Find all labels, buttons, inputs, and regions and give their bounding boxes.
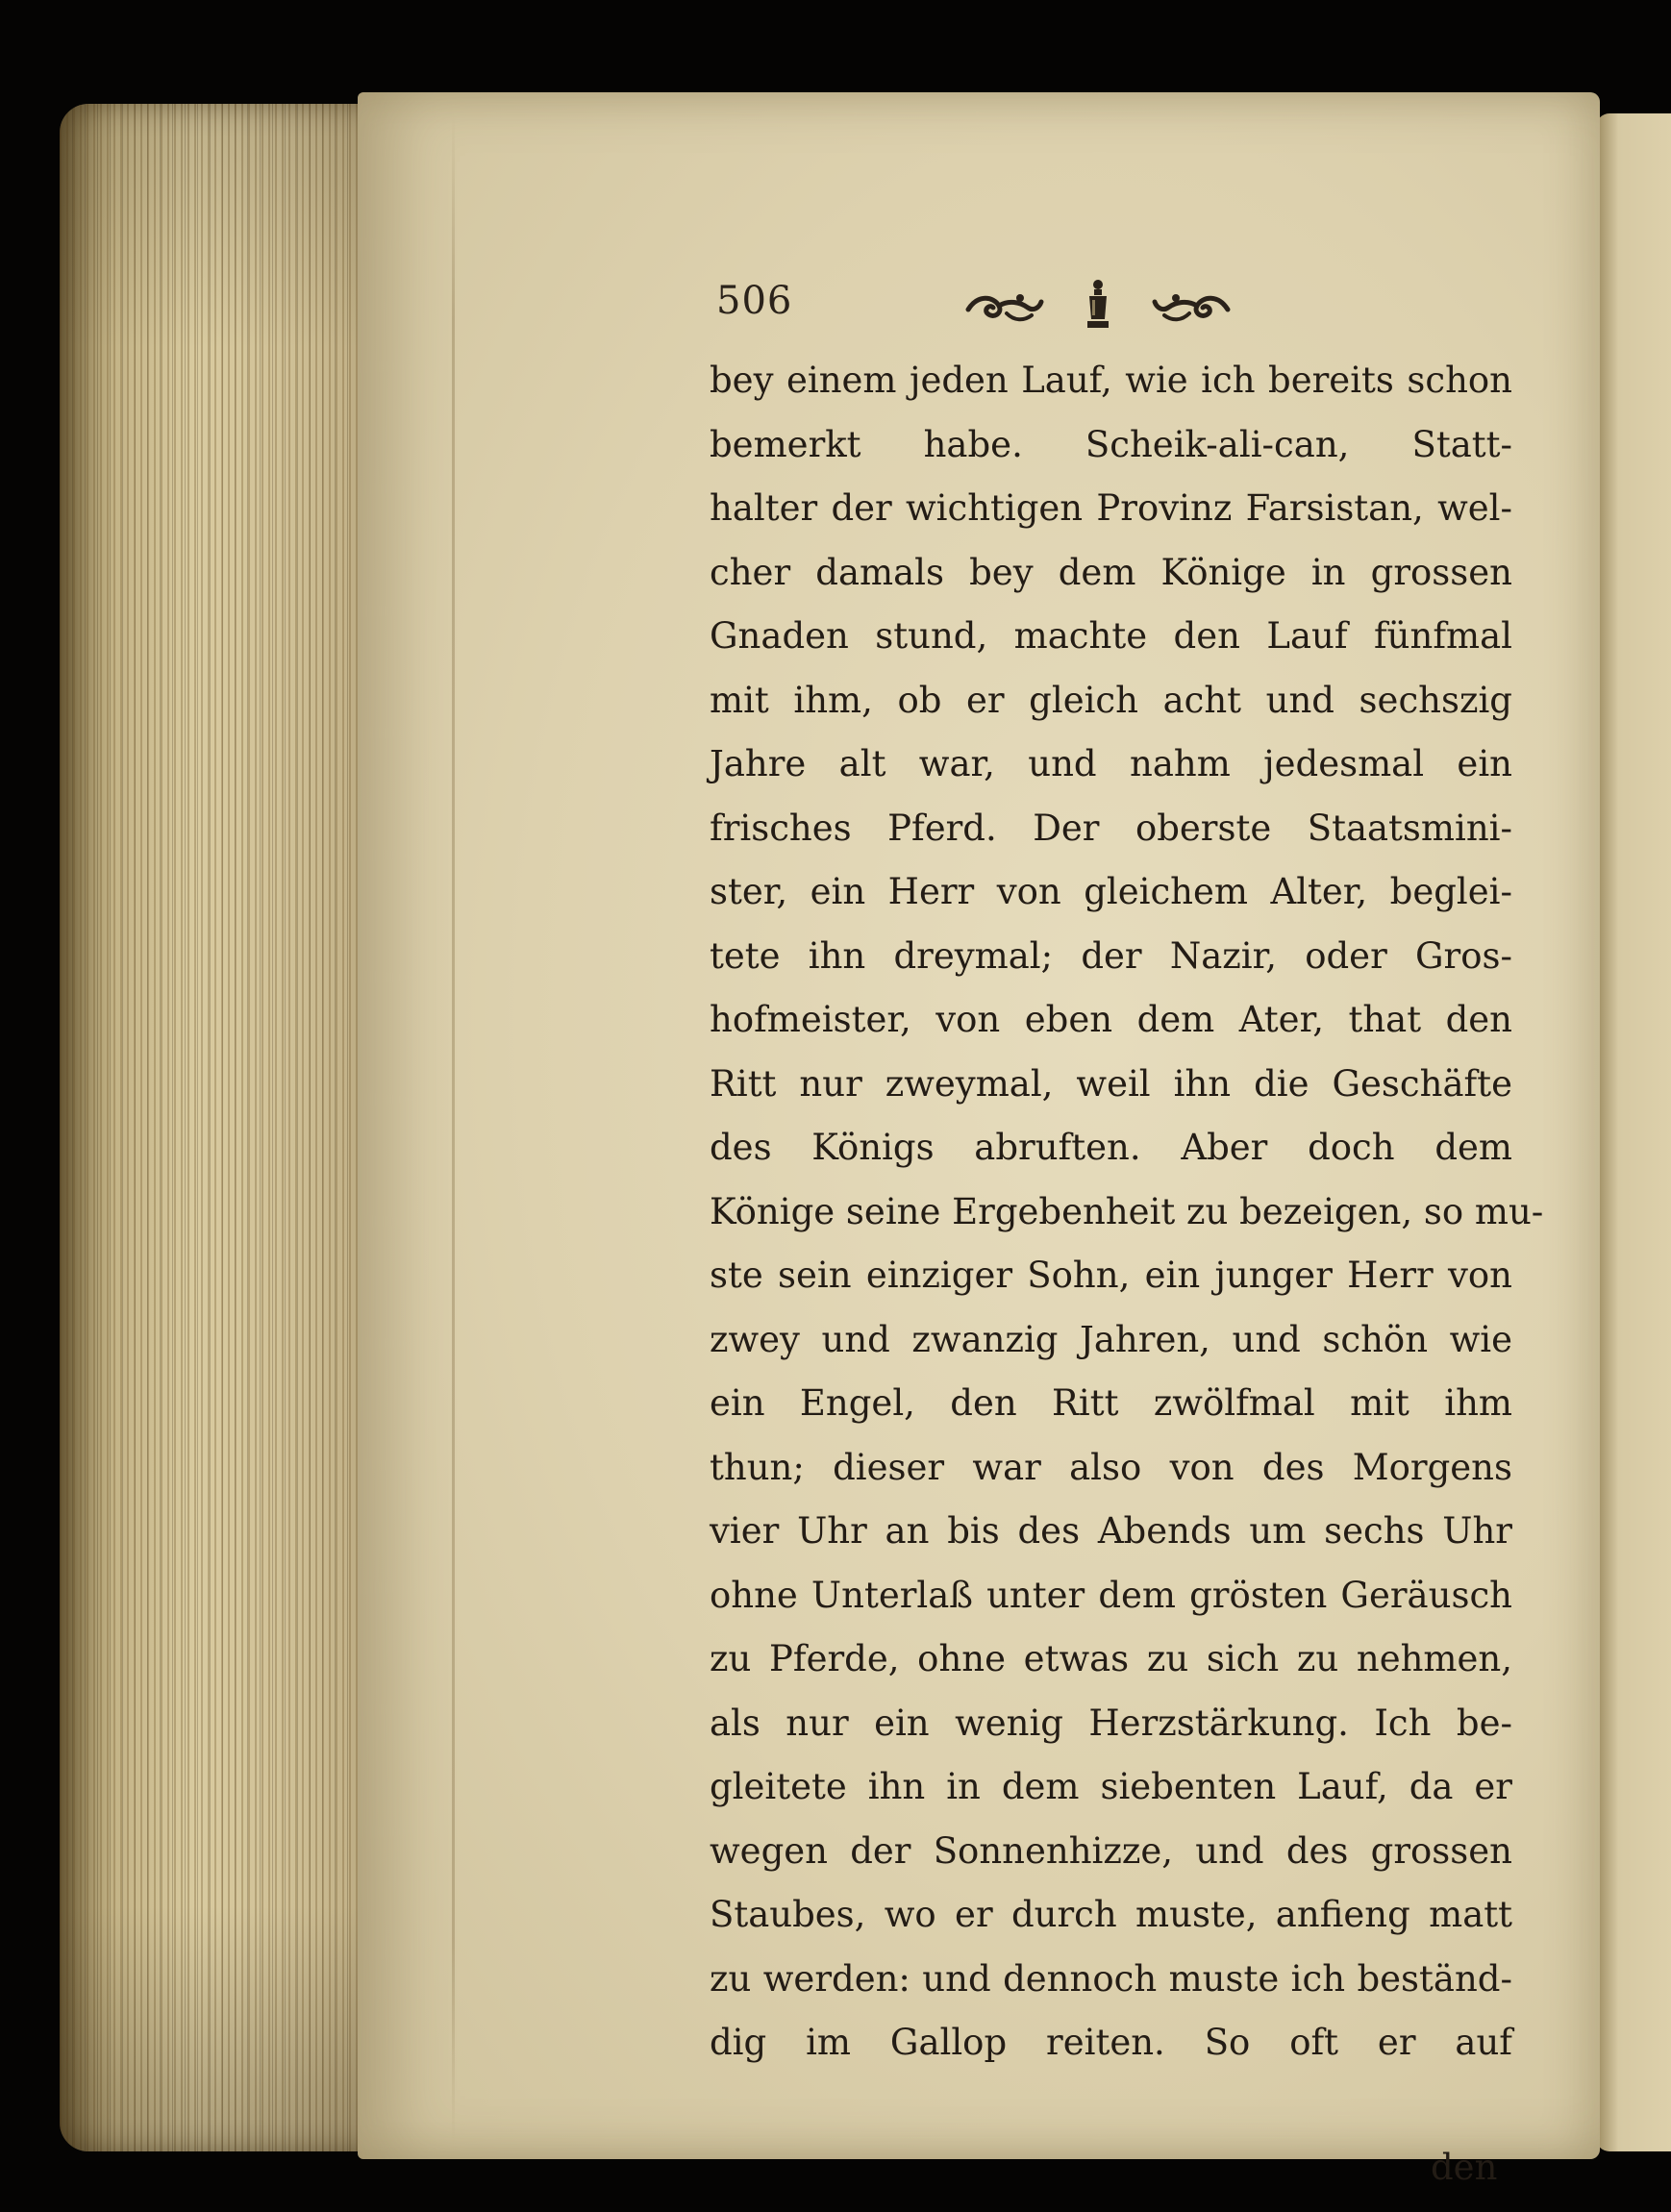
text-line: cher damals bey dem Könige in grossen [710,551,1512,593]
text-line: zu Pferde, ohne etwas zu sich zu nehmen, [710,1638,1512,1679]
text-line: Ritt nur zweymal, weil ihn die Geschäfte [710,1062,1512,1105]
text-line: bey einem jeden Lauf, wie ich bereits schon [710,360,1512,401]
text-line: vier Uhr an bis des Abends um sechs Uhr [710,1510,1512,1552]
page-header [716,279,1293,336]
text-line: Staubes, wo er durch muste, anfieng matt [710,1894,1512,1935]
scroll-ornament-left-icon [964,285,1045,329]
text-line: ein Engel, den Ritt zwölfmal mit ihm [710,1382,1512,1424]
text-line: zu werden: und dennoch muste ich beständ- [710,1957,1512,2000]
scroll-ornament-right-icon [1151,285,1232,329]
page-edges-shadow [60,104,367,2151]
catchword: den [1431,2147,1498,2188]
text-line: wegen der Sonnenhizze, und des grossen [710,1829,1512,1872]
text-line: Könige seine Ergebenheit zu bezeigen, so mu- [710,1190,1544,1232]
opposite-page-edge [1596,113,1671,2151]
page-number: 506 [716,279,793,323]
text-line: halter der wichtigen Provinz Farsistan, wel- [710,487,1512,529]
text-line: des Königs abruften. Aber doch dem [710,1127,1512,1168]
page-fold-crease [452,115,455,2144]
text-line: bemerkt habe. Scheik-ali-can, Statt- [710,423,1512,465]
text-line: thun; dieser war also von des Morgens [710,1446,1512,1488]
text-line: hofmeister, von eben dem Ater, that den [710,999,1512,1040]
text-line: zwey und zwanzig Jahren, und schön wie [710,1318,1512,1360]
text-line: Gnaden stund, machte den Lauf fünfmal [710,615,1512,657]
text-line: ste sein einziger Sohn, ein junger Herr von [710,1255,1512,1296]
text-line: frisches Pferd. Der oberste Staatsmini- [710,807,1512,849]
text-line: ster, ein Herr von gleichem Alter, beglei- [710,871,1512,912]
urn-ornament-icon [1084,279,1112,333]
text-line: gleitete ihn in dem siebenten Lauf, da er [710,1766,1512,1807]
text-line: mit ihm, ob er gleich acht und sechszig [710,679,1512,721]
text-line: Jahre alt war, und nahm jedesmal ein [710,743,1512,784]
text-line: dig im Gallop reiten. So oft er auf [710,2022,1512,2063]
text-line: als nur ein wenig Herzstärkung. Ich be- [710,1702,1512,1744]
text-line: tete ihn dreymal; der Nazir, oder Gros- [710,934,1512,977]
text-line: ohne Unterlaß unter dem grösten Geräusch [710,1574,1512,1616]
